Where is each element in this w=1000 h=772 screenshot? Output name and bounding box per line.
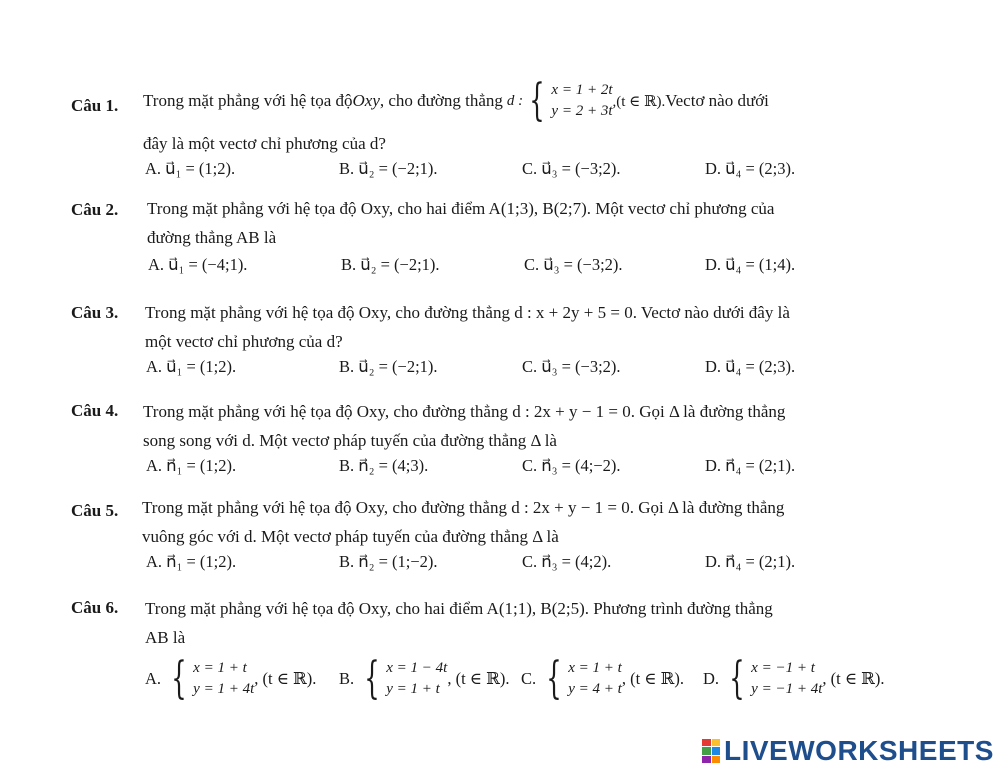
parametric-system <box>723 653 823 704</box>
option-d[interactable]: D. n⃗₄ = (2;1). <box>705 456 796 475</box>
brace-icon: { <box>529 75 545 126</box>
option-b[interactable]: B. u⃗₂ = (−2;1). <box>341 255 440 274</box>
brace-icon: { <box>546 653 562 704</box>
system-eq-y: y = 4 + t <box>568 681 622 697</box>
liveworksheets-logo <box>702 736 994 766</box>
system-eq-y: y = 1 + t <box>386 681 440 697</box>
stem-text: Vectơ nào dưới <box>665 91 769 110</box>
question-number: Câu 3. <box>71 303 119 322</box>
question-number: Câu 2. <box>71 200 119 219</box>
brace-icon: { <box>729 653 745 704</box>
question-stem-line1 <box>143 75 769 126</box>
mark-cell <box>702 756 711 763</box>
question-number: Câu 4. <box>71 401 119 420</box>
parameter-domain: , (t ∈ ℝ). <box>621 669 684 688</box>
system-eq-x: x = 1 − 4t <box>386 660 448 676</box>
option-d[interactable]: D. n⃗₄ = (2;1). <box>705 552 796 571</box>
question-stem-line1: Trong mặt phẳng với hệ tọa độ Oxy, cho đường thẳng d : x + 2y + 5 = 0. Vectơ nào dưới đây là <box>145 303 790 322</box>
mark-cell <box>702 747 711 754</box>
option-b[interactable]: B. n⃗₂ = (4;3). <box>339 456 429 475</box>
option-c[interactable] <box>521 653 684 704</box>
question-stem-line2: vuông góc với d. Một vectơ pháp tuyến của đường thẳng Δ là <box>142 527 559 546</box>
parameter-domain: ,(t ∈ ℝ). <box>612 93 666 110</box>
option-label: B. <box>339 669 355 688</box>
option-b[interactable] <box>339 653 510 704</box>
parametric-system <box>523 75 613 126</box>
brace-icon: { <box>171 653 187 704</box>
option-a[interactable]: A. u⃗₁ = (1;2). <box>146 357 237 376</box>
system-eq-y: y = −1 + 4t <box>751 681 823 697</box>
parametric-system <box>540 653 622 704</box>
system-eq-x: x = 1 + t <box>193 660 247 676</box>
option-c[interactable]: C. u⃗₃ = (−3;2). <box>522 357 621 376</box>
mark-cell <box>702 739 711 746</box>
question-number: Câu 5. <box>71 501 119 520</box>
coord-system: Oxy <box>352 91 380 110</box>
parameter-domain: , (t ∈ ℝ). <box>822 669 885 688</box>
question-number: Câu 1. <box>71 96 119 115</box>
question-stem-line1: Trong mặt phẳng với hệ tọa độ Oxy, cho đường thẳng d : 2x + y − 1 = 0. Gọi Δ là đường thẳng <box>143 402 786 421</box>
system-eq-y: y = 2 + 3t <box>551 103 613 119</box>
system-eq-x: x = 1 + 2t <box>551 82 613 98</box>
system-eq-x: x = 1 + t <box>568 660 622 676</box>
option-a[interactable]: A. u⃗₁ = (1;2). <box>145 159 236 178</box>
question-stem-line2: AB là <box>145 628 186 647</box>
question-stem-line1: Trong mặt phẳng với hệ tọa độ Oxy, cho hai điểm A(1;3), B(2;7). Một vectơ chỉ phương của <box>147 199 775 218</box>
parametric-system <box>358 653 448 704</box>
option-b[interactable]: B. n⃗₂ = (1;−2). <box>339 552 438 571</box>
question-number: Câu 6. <box>71 598 119 617</box>
mark-cell <box>712 739 721 746</box>
brace-icon: { <box>364 653 380 704</box>
logo-text: LIVEWORKSHEETS <box>724 735 994 766</box>
option-b[interactable]: B. u⃗₂ = (−2;1). <box>339 357 438 376</box>
question-stem-line2: đây là một vectơ chỉ phương của d? <box>143 134 386 153</box>
parameter-domain: , (t ∈ ℝ). <box>447 669 510 688</box>
option-c[interactable]: C. n⃗₃ = (4;−2). <box>522 456 621 475</box>
option-a[interactable]: A. u⃗₁ = (−4;1). <box>148 255 248 274</box>
option-d[interactable] <box>703 653 885 704</box>
question-stem-line2: song song với d. Một vectơ pháp tuyến của đường thẳng Δ là <box>143 431 557 450</box>
option-a[interactable] <box>145 653 317 704</box>
option-a[interactable]: A. n⃗₁ = (1;2). <box>146 552 237 571</box>
liveworksheets-mark-icon <box>702 739 720 763</box>
option-b[interactable]: B. u⃗₂ = (−2;1). <box>339 159 438 178</box>
mark-cell <box>712 747 721 754</box>
option-c[interactable]: C. n⃗₃ = (4;2). <box>522 552 612 571</box>
option-a[interactable]: A. n⃗₁ = (1;2). <box>146 456 237 475</box>
option-d[interactable]: D. u⃗₄ = (2;3). <box>705 357 796 376</box>
option-d[interactable]: D. u⃗₄ = (2;3). <box>705 159 796 178</box>
mark-cell <box>712 756 721 763</box>
line-label: d : <box>506 92 524 109</box>
stem-text: Trong mặt phẳng với hệ tọa độ <box>143 91 353 110</box>
question-stem-line2: một vectơ chỉ phương của d? <box>145 332 343 351</box>
option-label: C. <box>521 669 537 688</box>
parameter-domain: , (t ∈ ℝ). <box>254 669 317 688</box>
parametric-system <box>165 653 255 704</box>
system-eq-x: x = −1 + t <box>751 660 815 676</box>
option-c[interactable]: C. u⃗₃ = (−3;2). <box>524 255 623 274</box>
option-label: A. <box>145 669 162 688</box>
option-label: D. <box>703 669 720 688</box>
question-stem-line1: Trong mặt phẳng với hệ tọa độ Oxy, cho hai điểm A(1;1), B(2;5). Phương trình đường thẳng <box>145 599 773 618</box>
stem-text: , cho đường thẳng <box>379 91 503 110</box>
option-d[interactable]: D. u⃗₄ = (1;4). <box>705 255 796 274</box>
option-c[interactable]: C. u⃗₃ = (−3;2). <box>522 159 621 178</box>
system-eq-y: y = 1 + 4t <box>193 681 255 697</box>
question-stem-line2: đường thẳng AB là <box>147 228 277 247</box>
question-stem-line1: Trong mặt phẳng với hệ tọa độ Oxy, cho đường thẳng d : 2x + y − 1 = 0. Gọi Δ là đường thẳng <box>142 498 785 517</box>
